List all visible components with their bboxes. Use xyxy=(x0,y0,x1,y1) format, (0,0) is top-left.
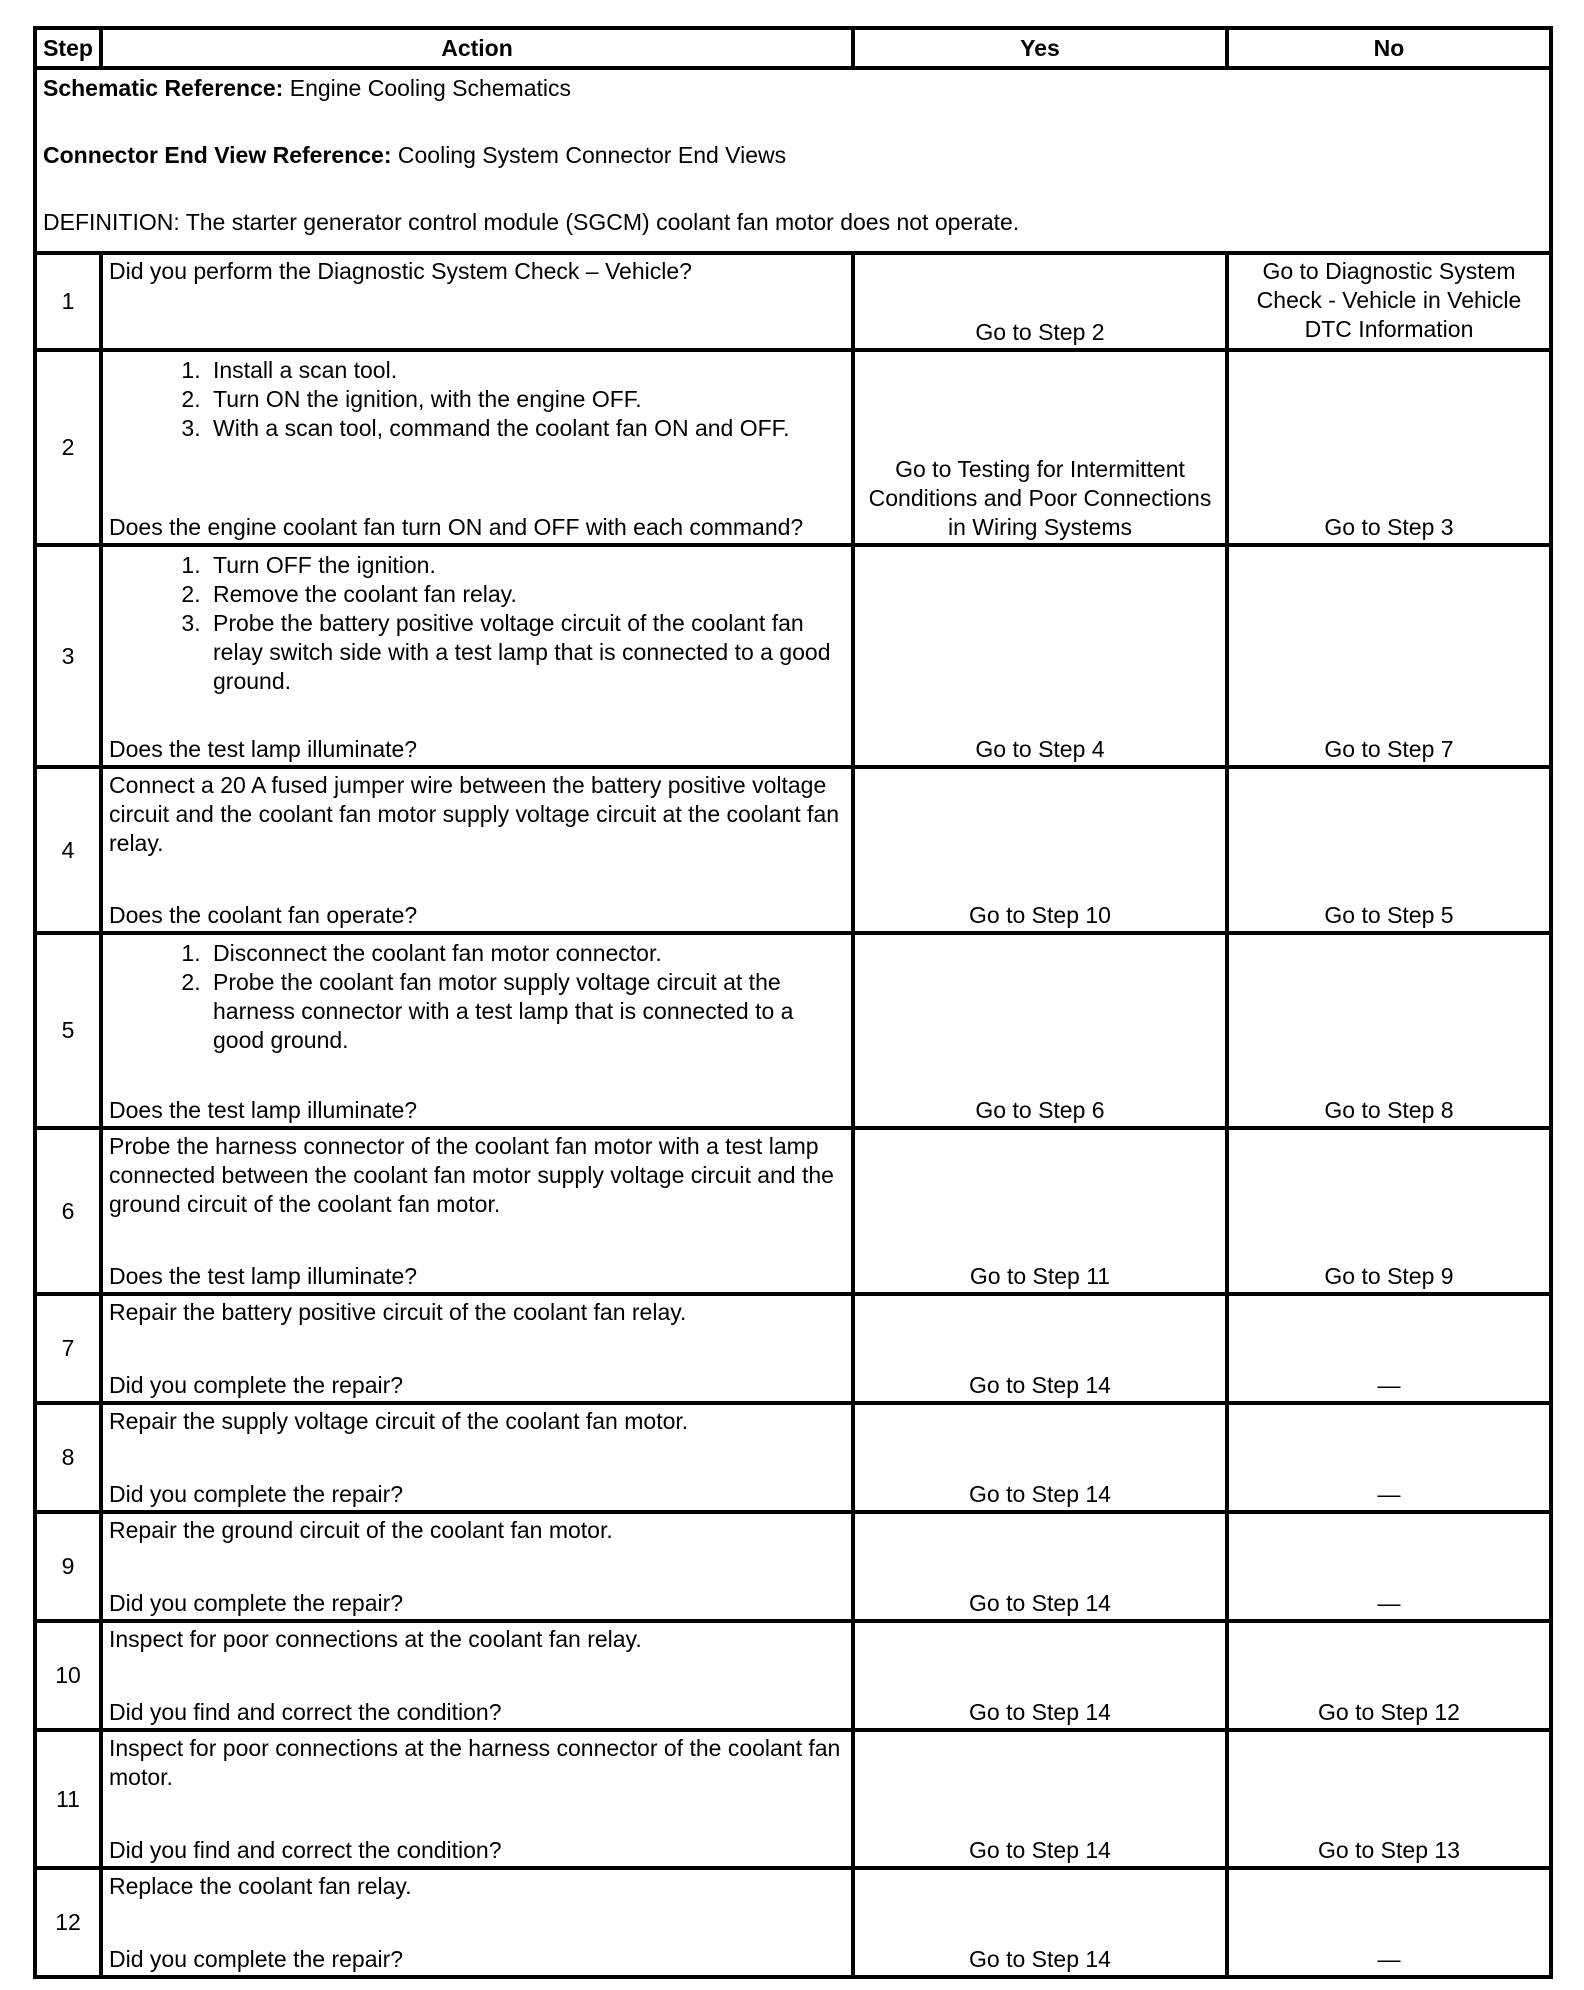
yes-result: Go to Step 2 xyxy=(853,253,1227,350)
yes-result: Go to Step 4 xyxy=(853,545,1227,767)
connector-reference-label: Connector End View Reference: xyxy=(43,142,392,168)
table-row xyxy=(35,1621,1551,1730)
yes-result: Go to Step 14 xyxy=(853,1621,1227,1730)
list-item: 2. Turn ON the ignition, with the engine OFF. xyxy=(207,385,845,414)
action-cell xyxy=(101,1294,853,1403)
action-text: Did you perform the Diagnostic System Check – Vehicle? xyxy=(109,258,692,284)
action-cell xyxy=(101,350,853,545)
action-content xyxy=(109,547,845,765)
no-result: Go to Step 13 xyxy=(1227,1730,1551,1868)
action-question: Did you complete the repair? xyxy=(109,1590,404,1616)
action-instructions xyxy=(109,937,845,1055)
step-number: 6 xyxy=(35,1128,101,1294)
action-question: Does the coolant fan operate? xyxy=(109,902,418,928)
action-instructions xyxy=(109,1872,845,1901)
action-cell xyxy=(101,767,853,933)
connector-reference-value: Cooling System Connector End Views xyxy=(391,142,787,168)
table-row xyxy=(35,545,1551,767)
action-substeps xyxy=(109,939,845,1055)
action-instructions xyxy=(109,549,845,696)
list-item: 3. Probe the battery positive voltage circuit of the coolant fan relay switch side with a test lamp that is connected to a good ground. xyxy=(207,609,845,696)
no-result: Go to Step 8 xyxy=(1227,933,1551,1128)
list-item: 1. Disconnect the coolant fan motor connector. xyxy=(207,939,845,968)
definition: DEFINITION: The starter generator control module (SGCM) coolant fan motor does not operate. xyxy=(43,209,1020,235)
action-content xyxy=(109,1870,845,1975)
action-instructions xyxy=(109,1734,845,1792)
action-cell xyxy=(101,1621,853,1730)
no-result: — xyxy=(1227,1403,1551,1512)
table-row xyxy=(35,933,1551,1128)
table-row xyxy=(35,253,1551,350)
action-content xyxy=(109,1623,845,1728)
action-content xyxy=(109,1130,845,1292)
action-text: Connect a 20 A fused jumper wire between the battery positive voltage circuit and the coolant fan motor supply voltage circuit at the coolant fan relay. xyxy=(109,772,840,856)
action-cell xyxy=(101,253,853,350)
no-result: Go to Step 7 xyxy=(1227,545,1551,767)
action-cell xyxy=(101,1868,853,1977)
list-item: 1. Install a scan tool. xyxy=(207,356,845,385)
step-number: 8 xyxy=(35,1403,101,1512)
action-question: Does the test lamp illuminate? xyxy=(109,1263,418,1289)
action-text: Repair the battery positive circuit of the coolant fan relay. xyxy=(109,1299,687,1325)
step-number: 4 xyxy=(35,767,101,933)
action-cell xyxy=(101,1730,853,1868)
table-row xyxy=(35,767,1551,933)
header-action: Action xyxy=(101,28,853,68)
no-result: Go to Step 3 xyxy=(1227,350,1551,545)
no-result: — xyxy=(1227,1512,1551,1621)
action-instructions xyxy=(109,1298,845,1327)
action-substeps xyxy=(109,356,845,443)
action-instructions xyxy=(109,771,845,858)
action-question: Did you find and correct the condition? xyxy=(109,1837,502,1863)
no-result: — xyxy=(1227,1294,1551,1403)
no-result: Go to Step 5 xyxy=(1227,767,1551,933)
action-question: Does the engine coolant fan turn ON and OFF with each command? xyxy=(109,514,804,540)
action-question: Did you find and correct the condition? xyxy=(109,1699,502,1725)
header-step: Step xyxy=(35,28,101,68)
list-item: 2. Remove the coolant fan relay. xyxy=(207,580,845,609)
schematic-reference-value: Engine Cooling Schematics xyxy=(283,75,572,101)
step-number: 9 xyxy=(35,1512,101,1621)
no-result: Go to Step 9 xyxy=(1227,1128,1551,1294)
table-header-row xyxy=(35,28,1551,68)
yes-result: Go to Step 14 xyxy=(853,1512,1227,1621)
step-number: 11 xyxy=(35,1730,101,1868)
step-number: 12 xyxy=(35,1868,101,1977)
action-content xyxy=(109,935,845,1126)
action-question: Does the test lamp illuminate? xyxy=(109,736,418,762)
step-number: 3 xyxy=(35,545,101,767)
reference-info-row xyxy=(35,68,1551,253)
action-instructions xyxy=(109,354,845,443)
action-instructions xyxy=(109,257,845,286)
action-question: Did you complete the repair? xyxy=(109,1372,404,1398)
action-substeps xyxy=(109,551,845,696)
action-question: Does the test lamp illuminate? xyxy=(109,1097,418,1123)
table-row xyxy=(35,1512,1551,1621)
no-result: Go to Diagnostic System Check - Vehicle in Vehicle DTC Information xyxy=(1227,253,1551,350)
step-number: 7 xyxy=(35,1294,101,1403)
action-instructions xyxy=(109,1625,845,1654)
action-content xyxy=(109,255,845,348)
action-text: Inspect for poor connections at the coolant fan relay. xyxy=(109,1626,642,1652)
connector-reference xyxy=(43,141,1543,170)
action-instructions xyxy=(109,1516,845,1545)
diagnostic-table xyxy=(33,26,1553,1979)
action-text: Probe the harness connector of the coolant fan motor with a test lamp connected between the coolant fan motor supply voltage circuit and the ground circuit of the coolant fan motor. xyxy=(109,1133,834,1217)
action-content xyxy=(109,1732,845,1866)
action-content xyxy=(109,1296,845,1401)
yes-result: Go to Step 11 xyxy=(853,1128,1227,1294)
yes-result: Go to Step 6 xyxy=(853,933,1227,1128)
list-item: 2. Probe the coolant fan motor supply voltage circuit at the harness connector with a test lamp that is connected to a good ground. xyxy=(207,968,845,1055)
action-cell xyxy=(101,1128,853,1294)
action-cell xyxy=(101,545,853,767)
action-instructions xyxy=(109,1407,845,1436)
table-row xyxy=(35,1868,1551,1977)
action-content xyxy=(109,352,845,543)
step-number: 5 xyxy=(35,933,101,1128)
action-content xyxy=(109,1514,845,1619)
action-text: Replace the coolant fan relay. xyxy=(109,1873,412,1899)
yes-result: Go to Step 14 xyxy=(853,1868,1227,1977)
action-text: Inspect for poor connections at the harness connector of the coolant fan motor. xyxy=(109,1735,841,1790)
step-number: 1 xyxy=(35,253,101,350)
schematic-reference-label: Schematic Reference: xyxy=(43,75,284,101)
reference-info-cell xyxy=(35,68,1551,253)
table-row xyxy=(35,350,1551,545)
yes-result: Go to Step 10 xyxy=(853,767,1227,933)
list-item: 3. With a scan tool, command the coolant fan ON and OFF. xyxy=(207,414,845,443)
action-text: Repair the supply voltage circuit of the coolant fan motor. xyxy=(109,1408,689,1434)
table-row xyxy=(35,1294,1551,1403)
table-row xyxy=(35,1128,1551,1294)
yes-result: Go to Step 14 xyxy=(853,1294,1227,1403)
header-yes: Yes xyxy=(853,28,1227,68)
table-row xyxy=(35,1403,1551,1512)
action-content xyxy=(109,769,845,931)
step-number: 2 xyxy=(35,350,101,545)
yes-result: Go to Step 14 xyxy=(853,1730,1227,1868)
yes-result: Go to Testing for Intermittent Conditions and Poor Connections in Wiring Systems xyxy=(853,350,1227,545)
schematic-reference xyxy=(43,74,1543,103)
action-content xyxy=(109,1405,845,1510)
step-number: 10 xyxy=(35,1621,101,1730)
action-cell xyxy=(101,933,853,1128)
table-row xyxy=(35,1730,1551,1868)
action-question: Did you complete the repair? xyxy=(109,1946,404,1972)
action-text: Repair the ground circuit of the coolant fan motor. xyxy=(109,1517,613,1543)
action-cell xyxy=(101,1403,853,1512)
no-result: — xyxy=(1227,1868,1551,1977)
action-question: Did you complete the repair? xyxy=(109,1481,404,1507)
list-item: 1. Turn OFF the ignition. xyxy=(207,551,845,580)
header-no: No xyxy=(1227,28,1551,68)
action-instructions xyxy=(109,1132,845,1219)
yes-result: Go to Step 14 xyxy=(853,1403,1227,1512)
action-cell xyxy=(101,1512,853,1621)
no-result: Go to Step 12 xyxy=(1227,1621,1551,1730)
